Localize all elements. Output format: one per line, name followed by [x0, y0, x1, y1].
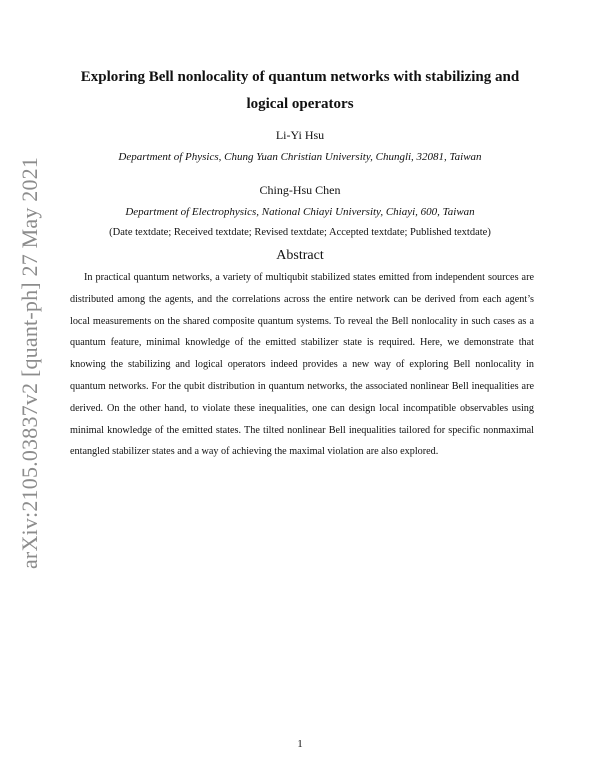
paper-title: Exploring Bell nonlocality of quantum networks with stabilizing and logical operators	[80, 69, 520, 112]
author-affiliation: Department of Electrophysics, National Chiayi University, Chiayi, 600, Taiwan	[125, 206, 475, 218]
author-name: Li-Yi Hsu	[275, 128, 325, 142]
abstract-body: In practical quantum networks, a variety of multiqubit stabilized states emitted from independent sources are distributed among the agents, and the correlations across the entire network can be derived from each agent’s local measurements on the shared composite quantum systems. To reveal the Bell nonlocality in such cases as a quantum feature, minimal knowledge of the emitted stabilizer state is required. Here, we demonstrate that knowing the stabilizing and logical operators indeed provides a new way of exploring Bell nonlocality in quantum networks. For the qubit distribution in quantum networks, the associated nonlinear Bell inequalities are derived. On the other hand, to violate these inequalities, one can design local incompatible observables using minimal knowledge of the emitted states. The tilted nonlinear Bell inequalities tailored for specific nonmaximal entangled stabilizer states and a way of achieving the maximal violation are also explored.	[70, 272, 534, 458]
page-number: 1	[297, 738, 303, 750]
publication-dates: (Date textdate; Received textdate; Revised textdate; Accepted textdate; Published textdate)	[109, 227, 491, 238]
arxiv-identifier-text: arXiv:2105.03837v2 [quant-ph] 27 May 2021	[17, 156, 42, 570]
abstract-heading: Abstract	[276, 248, 324, 263]
author-affiliation: Department of Physics, Chung Yuan Christian University, Chungli, 32081, Taiwan	[118, 151, 482, 163]
author-name: Ching-Hsu Chen	[259, 183, 341, 197]
